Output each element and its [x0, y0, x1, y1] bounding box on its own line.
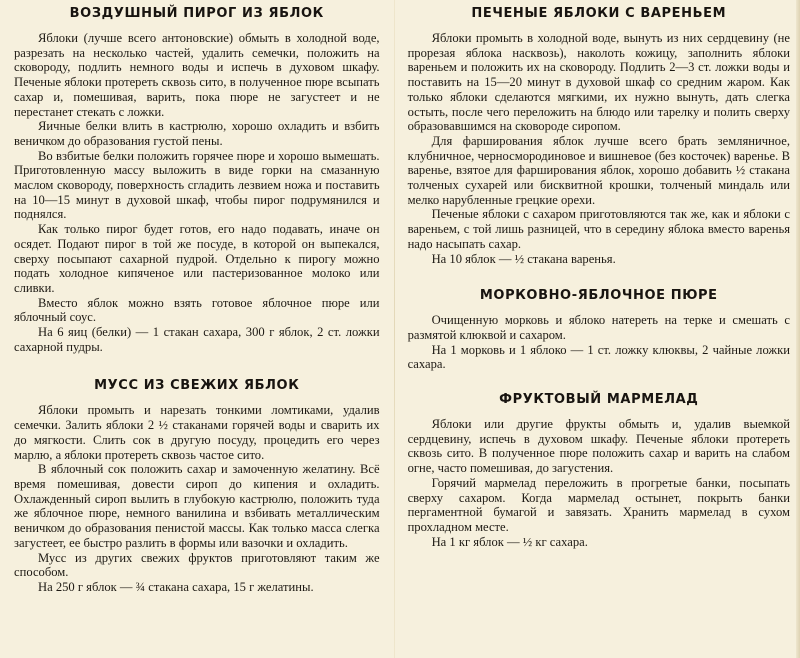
recipe-ingredients: На 6 яиц (белки) — 1 стакан сахара, 300 г яблок, 2 ст. ложки сахарной пудры.: [14, 325, 380, 354]
recipe-ingredients: На 250 г яблок — ¾ стакана сахара, 15 г желатины.: [38, 579, 314, 594]
recipe-paragraph: Вместо яблок можно взять готовое яблочное пюре или яблочный соус.: [14, 295, 380, 325]
recipe-paragraph: Во взбитые белки положить горячее пюре и хорошо вымешать. Приготовленную массу выложить в виде горки на смазанную маслом сковороду, поверхность сгладить лезвием ножа и поставить на 10—15 минут в духовой шкаф, чтобы пирог подрумянился и поднялся.: [14, 148, 380, 222]
recipe-carrot-apple-puree: [408, 288, 790, 372]
recipe-paragraph: Горячий мармелад переложить в прогретые банки, посыпать сверху сахаром. Когда мармелад остынет, покрыть банки пергаментной бумагой и завязать. Хранить мармелад в сухом прохладном месте.: [407, 475, 790, 534]
recipe-paragraph: Яблоки или другие фрукты обмыть и, удалив выемкой сердцевину, испечь в духовом шкафу. Печеные яблоки протереть сквозь сито. В полученное пюре положить сахар и варить на слабом огне, часто помешивая, до загустения.: [407, 417, 790, 476]
recipe-fresh-apple-mousse: [14, 378, 380, 594]
recipe-title: ПЕЧЕНЫЕ ЯБЛОКИ С ВАРЕНЬЕМ: [471, 6, 727, 21]
recipe-paragraph: Яичные белки влить в кастрюлю, хорошо охладить и взбить веничком до образования густой пены.: [14, 119, 380, 148]
recipe-baked-apples-with-jam: [408, 6, 790, 266]
recipe-paragraph: Печеные яблоки с сахаром приготовляются так же, как и яблоки с вареньем, с той лишь разницей, что в середину яблока вместо варенья надо насыпать сахар.: [407, 207, 790, 251]
recipe-title: МУСС ИЗ СВЕЖИХ ЯБЛОК: [94, 378, 300, 394]
recipe-title: ФРУКТОВЫЙ МАРМЕЛАД: [499, 392, 699, 408]
recipe-paragraph: Для фарширования яблок лучше всего брать земляничное, клубничное, черносмородиновое и вишневое (без косточек) варенье. В варенье, взятое для фарширования яблок, хорошо добавить ½ стакана толченых сухарей или бисквитной крошки, толченый миндаль или мелко нарубленные грецкие орехи.: [407, 133, 790, 207]
recipe-airy-apple-pie: [14, 6, 380, 354]
left-column: [14, 6, 380, 658]
recipe-paragraph: Как только пирог будет готов, его надо подавать, иначе он осядет. Подают пирог в той же посуде, в которой он выпекался, сверху посыпают сахарной пудрой. Отдельно к пирогу можно подать холодное кипяченое или пастеризованное молоко или сливки.: [14, 222, 380, 295]
recipe-ingredients: На 1 морковь и 1 яблоко — 1 ст. ложку клюквы, 2 чайные ложки сахара.: [407, 342, 790, 372]
recipe-ingredients: На 10 яблок — ½ стакана варенья.: [431, 251, 616, 266]
recipe-paragraph: Яблоки (лучше всего антоновские) обмыть в холодной воде, разрезать на несколько частей, удалить семечки, положить на сковороду, подлить немного воды и испечь в духовом шкафу. Печеные яблоки протереть сквозь сито, в полученное пюре всыпать сахар и, помешивая, варить, пока пюре не загустеет и не перестанет стекать с ложки.: [14, 31, 380, 119]
recipe-paragraph: В яблочный сок положить сахар и замоченную желатину. Всё время помешивая, довести сироп до кипения и охладить. Охлажденный сироп вылить в глубокую кастрюлю, положить туда же яблочное пюре, немного ванилина и взбивать металлическим веничком до образования пенистой массы. Как только масса слегка загустеет, ее быстро разлить в формы или вазочки и охладить.: [14, 462, 380, 550]
recipe-fruit-marmalade: [408, 392, 790, 549]
recipe-paragraph: Яблоки промыть в холодной воде, вынуть из них сердцевину (не прорезая яблока насквозь), наколоть кожицу, заполнить яблоки вареньем и положить их на сковороду. Подлить 2—3 ст. ложки воды и поставить на 15—20 минут в духовой шкаф со средним жаром. Как только яблоки сделаются мягкими, их нужно вынуть, дать слегка остыть, после чего переложить на блюдо или тарелку и полить сверху образовавшимся на сковороде сиропом.: [407, 31, 790, 134]
recipe-title: МОРКОВНО-ЯБЛОЧНОЕ ПЮРЕ: [479, 288, 718, 304]
recipe-paragraph: Очищенную морковь и яблоко натереть на терке и смешать с размятой клюквой и сахаром.: [407, 313, 790, 342]
recipe-paragraph: Яблоки промыть и нарезать тонкими ломтиками, удалив семечки. Залить яблоки 2 ½ стаканами горячей воды и сварить их до мягкости. Слить сок в другую посуду, процедить его через марлю, а яблоки протереть сквозь частое сито.: [14, 403, 380, 462]
recipe-ingredients: На 1 кг яблок — ½ кг сахара.: [431, 534, 588, 549]
page-edge: [796, 0, 800, 658]
page-spine: [394, 0, 395, 658]
recipe-title: ВОЗДУШНЫЙ ПИРОГ ИЗ ЯБЛОК: [69, 6, 324, 21]
recipe-paragraph: Мусс из других свежих фруктов приготовляют таким же способом.: [14, 550, 380, 580]
right-column: [408, 6, 790, 658]
